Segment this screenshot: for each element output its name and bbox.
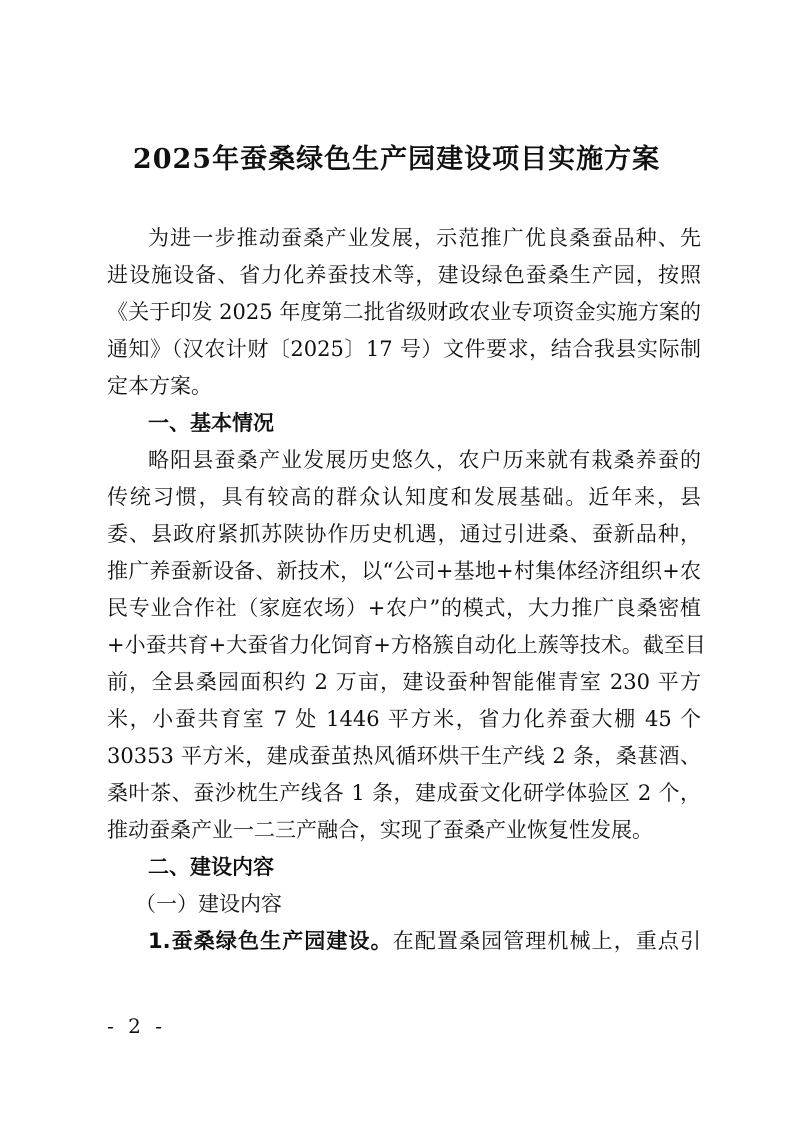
paragraph-line: 米，小蚕共育室 7 处 1446 平方米，省力化养蚕大棚 45 个 bbox=[107, 707, 701, 731]
paragraph-line: 前，全县桑园面积约 2 万亩，建设蚕种智能催青室 230 平方 bbox=[107, 670, 701, 694]
paragraph-line: 定本方案。 bbox=[107, 374, 212, 398]
bold-lead-text: 1.蚕桑绿色生产园建设。 bbox=[148, 929, 393, 953]
paragraph-line: 传统习惯，具有较高的群众认知度和发展基础。近年来，县 bbox=[107, 485, 701, 509]
paragraph-line: 推广养蚕新设备、新技术，以“公司+基地+村集体经济组织+农 bbox=[107, 559, 701, 583]
paragraph-line: 30353 平方米，建成蚕茧热风循环烘干生产线 2 条，桑葚酒、 bbox=[107, 744, 701, 768]
paragraph-line: 推动蚕桑产业一二三产融合，实现了蚕桑产业恢复性发展。 bbox=[107, 818, 653, 842]
section-heading: 一、基本情况 bbox=[148, 411, 274, 435]
line-text: 在配置桑园管理机械上，重点引 bbox=[392, 929, 702, 953]
document-body bbox=[107, 220, 706, 960]
paragraph-line: 桑叶茶、蚕沙枕生产线各 1 条，建成蚕文化研学体验区 2 个， bbox=[107, 781, 701, 805]
paragraph-line: 略阳县蚕桑产业发展历史悠久，农户历来就有栽桑养蚕的 bbox=[148, 448, 701, 472]
document-title: 2025年蚕桑绿色生产园建设项目实施方案 bbox=[132, 144, 661, 175]
paragraph-line: 为进一步推动蚕桑产业发展，示范推广优良桑蚕品种、先 bbox=[148, 226, 701, 250]
section-heading: 二、建设内容 bbox=[148, 855, 274, 879]
page-number: - 2 - bbox=[107, 1014, 166, 1038]
paragraph-line: 进设施设备、省力化养蚕技术等，建设绿色蚕桑生产园，按照 bbox=[107, 263, 701, 287]
paragraph-line: 委、县政府紧抓苏陕协作历史机遇，通过引进桑、蚕新品种， bbox=[107, 522, 701, 546]
paragraph-line bbox=[107, 923, 701, 960]
paragraph-line: 民专业合作社（家庭农场）+农户”的模式，大力推广良桑密植 bbox=[107, 596, 701, 620]
paragraph-line: +小蚕共育+大蚕省力化饲育+方格簇自动化上蔟等技术。截至目 bbox=[107, 633, 706, 657]
paragraph-line: 通知》（汉农计财〔2025〕17 号）文件要求，结合我县实际制 bbox=[107, 337, 701, 361]
paragraph-line: 《关于印发 2025 年度第二批省级财政农业专项资金实施方案的 bbox=[107, 300, 701, 324]
section-heading: （一）建设内容 bbox=[135, 892, 282, 916]
